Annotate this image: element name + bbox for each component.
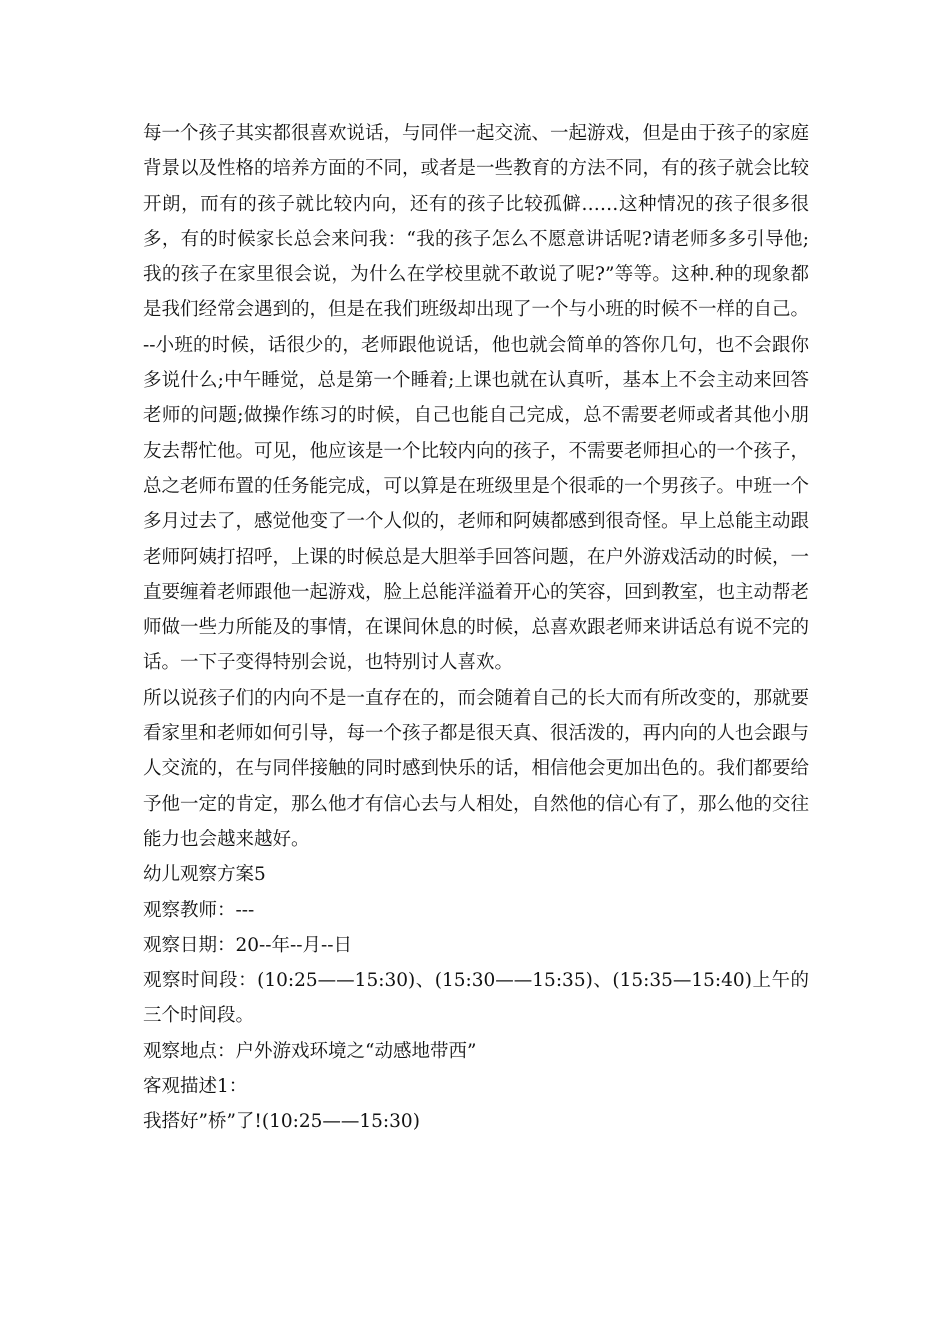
- paragraph-intro: 每一个孩子其实都很喜欢说话，与同伴一起交流、一起游戏，但是由于孩子的家庭背景以及性格的培养方面的不同，或者是一些教育的方法不同，有的孩子就会比较开朗，而有的孩子就比较内向，还有的孩子比较孤僻……这种情况的孩子很多很多，有的时候家长总会来问我：“我的孩子怎么不愿意讲话呢?请老师多多引导他;我的孩子在家里很会说，为什么在学校里就不敢说了呢?”等等。这种.种的现象都是我们经常会遇到的，但是在我们班级却出现了一个与小班的时候不一样的自己。: [143, 123, 810, 321]
- date-line: 观察日期：20--年--月--日: [143, 934, 353, 956]
- section-heading: 幼儿观察方案5: [143, 864, 266, 886]
- document-body: [143, 116, 809, 1140]
- time-period-line: 观察时间段：(10:25——15:30)、(15:30——15:35)、(15:35—15:40)上午的三个时间段。: [143, 970, 809, 1027]
- description-title: 我搭好”桥”了!(10:25——15:30): [143, 1111, 420, 1133]
- observer-line: 观察教师：---: [143, 899, 255, 921]
- paragraph-observation: --小班的时候，话很少的，老师跟他说话，他也就会简单的答你几句，也不会跟你多说什么;中午睡觉，总是第一个睡着;上课也就在认真听，基本上不会主动来回答老师的问题;做操作练习的时候，自己也能自己完成，总不需要老师或者其他小朋友去帮忙他。可见，他应该是一个比较内向的孩子，不需要老师担心的一个孩子，总之老师布置的任务能完成，可以算是在班级里是个很乖的一个男孩子。中班一个多月过去了，感觉他变了一个人似的，老师和阿姨都感到很奇怪。早上总能主动跟老师阿姨打招呼，上课的时候总是大胆举手回答问题，在户外游戏活动的时候，一直要缠着老师跟他一起游戏，脸上总能洋溢着开心的笑容，回到教室，也主动帮老师做一些力所能及的事情，在课间休息的时候，总喜欢跟老师来讲话总有说不完的话。一下子变得特别会说，也特别讨人喜欢。: [143, 334, 810, 674]
- description-heading: 客观描述1：: [143, 1076, 248, 1098]
- location-line: 观察地点：户外游戏环境之“动感地带西”: [143, 1040, 477, 1062]
- paragraph-conclusion: 所以说孩子们的内向不是一直存在的，而会随着自己的长大而有所改变的，那就要看家里和老师如何引导，每一个孩子都是很天真、很活泼的，再内向的人也会跟与人交流的，在与同伴接触的同时感到快乐的话，相信他会更加出色的。我们都要给予他一定的肯定，那么他才有信心去与人相处，自然他的信心有了，那么他的交往能力也会越来越好。: [143, 687, 810, 850]
